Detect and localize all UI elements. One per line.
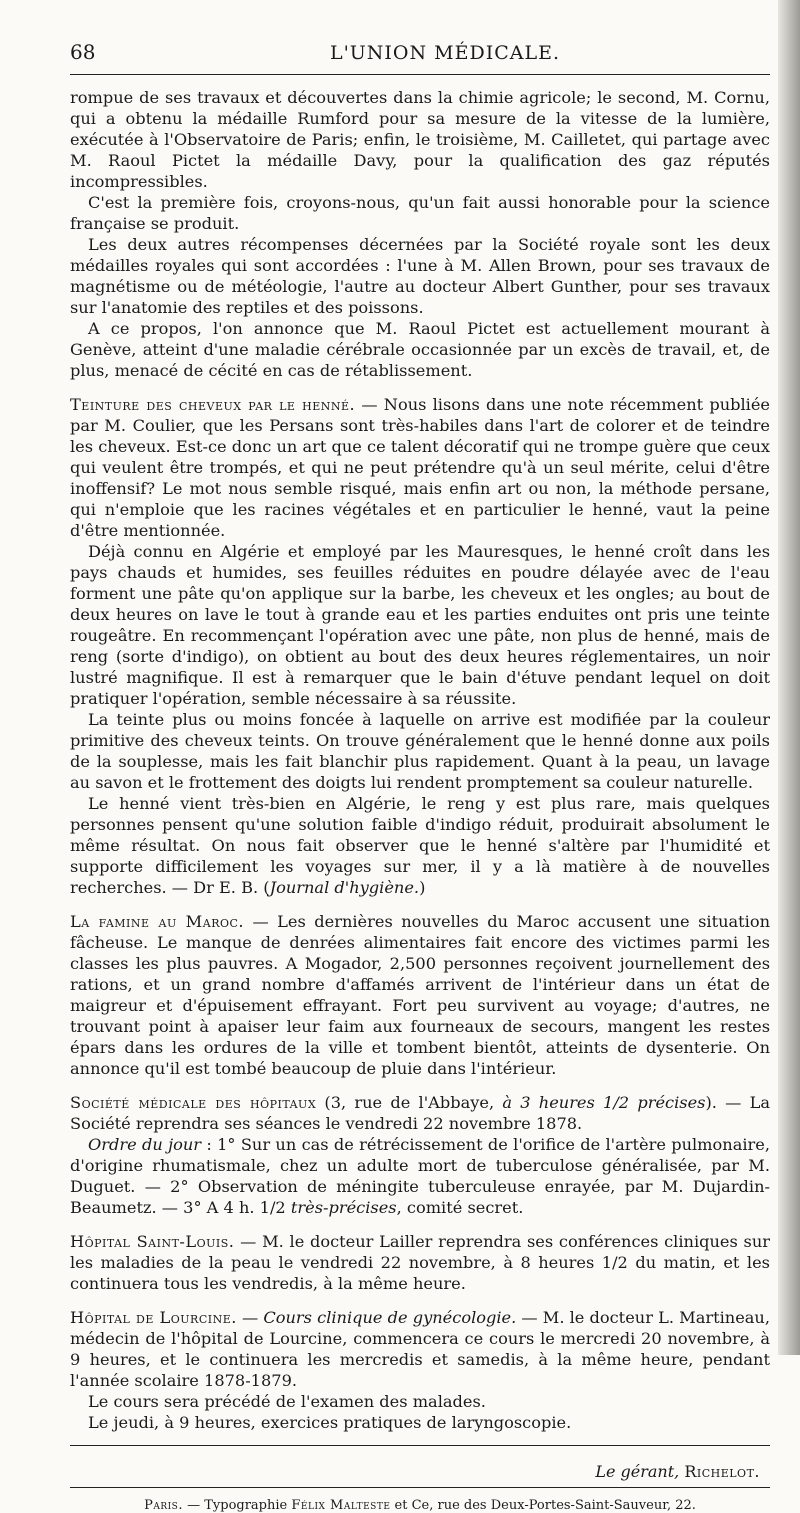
text-span: Le jeudi, à 9 heures, exercices pratiques de laryngoscopie.: [88, 1413, 572, 1432]
article-body: [70, 87, 770, 1433]
imprint-printer: Félix Malteste: [291, 1498, 391, 1513]
paragraph-p4: [70, 318, 770, 381]
text-span: Déjà connu en Algérie et employé par les Mauresques, le henné croît dans les pays chauds et humides, ses feuilles réduites en poudre délayée avec de l'eau forment une pâte qu'on applique sur la barbe, les cheveux et les ongles; au bout de deux heures on lave le tout à grande eau et les parties enduites ont pris une teinte rougeâtre. En recommençant l'opération avec une pâte, non plus de henné, mais de reng (sorte d'indigo), on obtient au bout des deux heures réglementaires, un noir lustré magnifique. Il est à remarquer que le bain d'étuve pendant lequel on doit pratiquer l'opération, semble nécessaire à sa réussite.: [70, 542, 770, 708]
imprint-city: Paris.: [144, 1498, 183, 1513]
text-span: Les deux autres récompenses décernées par la Société royale sont les deux médailles royales qui sont accordées : l'une à M. Allen Brown, pour ses travaux de magnétisme ou de météologie, l'autre au docteur Albert Gunther, pour ses travaux sur l'anatomie des reptiles et des poissons.: [70, 235, 770, 317]
text-span: Cours clinique de gynécologie.: [263, 1308, 517, 1327]
paragraph-p12: [70, 1231, 770, 1294]
paragraph-p10: [70, 1092, 770, 1134]
footer-rule: [70, 1445, 770, 1446]
text-span: (3, rue de l'Abbaye,: [316, 1093, 503, 1112]
gerant-label: Le gérant,: [595, 1462, 680, 1481]
journal-page: [70, 40, 770, 1513]
paragraph-p8: [70, 793, 770, 898]
paragraph-p6: [70, 541, 770, 709]
gerant-signature: [70, 1462, 770, 1481]
paragraph-p9: [70, 911, 770, 1079]
paragraph-gap: [70, 1218, 770, 1231]
text-span: ): [419, 878, 426, 897]
paragraph-p5: [70, 394, 770, 541]
section-heading: La famine au Maroc.: [70, 912, 245, 931]
section-heading: Hôpital de Lourcine.: [70, 1308, 237, 1327]
paragraph-p15: [70, 1412, 770, 1433]
text-span: — M. le docteur L. Martineau, médecin de l'hôpital de Lourcine, commencera ce cours le mercredi 20 novembre, à 9 heures, et le continuera les mercredis et samedis, à la même heure, pendant l'année scolaire 1878-1879.: [70, 1308, 770, 1390]
imprint-rest: et Ce, rue des Deux-Portes-Saint-Sauveur, 22.: [390, 1498, 696, 1513]
text-span: : 1° Sur un cas de rétrécissement de l'orifice de l'artère pulmonaire, d'origine rhumatismale, chez un adulte mort de tuberculose généralisée, par M. Duguet. — 2° Observation de méningite tuberculeuse enrayée, par M. Dujardin-Beaumetz. — 3° A 4 h. 1/2: [70, 1135, 770, 1217]
gerant-rule: [70, 1487, 770, 1488]
printer-imprint: [70, 1498, 770, 1513]
text-span: à 3 heures 1/2 précises: [502, 1093, 706, 1112]
text-span: — Nous lisons dans une note récemment publiée par M. Coulier, que les Persans sont très-habiles dans l'art de colorer et de teindre les cheveux. Est-ce donc un art que ce talent décoratif qui ne trompe guère que ceux qui veulent être trompés, et qui ne peut prétendre qu'à un seul mérite, celui d'être inoffensif? Le mot nous semble risqué, mais enfin art ou non, la méthode persane, qui n'emploie que les racines végétales et en particulier le henné, vaut la peine d'être mentionnée.: [70, 395, 771, 540]
text-span: Le henné vient très-bien en Algérie, le reng y est plus rare, mais quelques personnes pensent qu'une solution faible d'indigo réduit, produirait absolument le même résultat. On nous fait observer que le henné s'altère par l'humidité et supporte difficilement les voyages sur mer, il y a là matière à de nouvelles recherches. — Dr E. B. (: [70, 794, 770, 897]
text-span: très-précises: [290, 1198, 397, 1217]
section-heading: Teinture des cheveux par le henné.: [70, 395, 356, 414]
paragraph-p1: [70, 87, 770, 192]
paragraph-p11: [70, 1134, 770, 1218]
running-title: L'UNION MÉDICALE.: [329, 42, 561, 64]
paragraph-gap: [70, 898, 770, 911]
section-heading: Société médicale des hôpitaux: [70, 1093, 317, 1112]
text-span: A ce propos, l'on annonce que M. Raoul Pictet est actuellement mourant à Genève, atteint d'une maladie cérébrale occasionnée par un excès de travail, et, de plus, menacé de cécité en cas de rétablissement.: [70, 319, 770, 380]
paragraph-p13: [70, 1307, 770, 1391]
imprint-text: — Typographie: [182, 1498, 292, 1513]
text-span: ). — La Société reprendra ses séances le vendredi 22 novembre 1878.: [70, 1093, 770, 1133]
text-span: C'est la première fois, croyons-nous, qu'un fait aussi honorable pour la science française se produit.: [70, 193, 770, 233]
page-gutter-shadow: [778, 0, 800, 1355]
text-span: Le cours sera précédé de l'examen des malades.: [88, 1392, 486, 1411]
section-heading: Hôpital Saint-Louis.: [70, 1232, 235, 1251]
paragraph-gap: [70, 1079, 770, 1092]
text-span: Ordre du jour: [88, 1135, 202, 1154]
text-span: — M. le docteur Lailler reprendra ses conférences cliniques sur les maladies de la peau le vendredi 22 novembre, à 8 heures 1/2 du matin, et les continuera tous les vendredis, à la même heure.: [70, 1232, 770, 1293]
text-span: Journal d'hygiène.: [269, 878, 420, 897]
paragraph-p3: [70, 234, 770, 318]
page-number: 68: [70, 40, 96, 64]
paragraph-p7: [70, 709, 770, 793]
paragraph-p14: [70, 1391, 770, 1412]
gerant-name: Richelot.: [684, 1462, 760, 1481]
text-span: La teinte plus ou moins foncée à laquelle on arrive est modifiée par la couleur primitive des cheveux teints. On trouve généralement que le henné donne aux poils de la souplesse, mais les fait blanchir plus rapidement. Quant à la peau, un lavage au savon et le frottement des doigts lui rendent promptement sa couleur naturelle.: [70, 710, 770, 792]
text-span: — Les dernières nouvelles du Maroc accusent une situation fâcheuse. Le manque de denrées alimentaires fait encore des victimes parmi les classes les plus pauvres. A Mogador, 2,500 personnes reçoivent journellement des rations, et un grand nombre d'affamés arrivent de l'intérieur dans un état de maigreur et d'épuisement effrayant. Fort peu survivent au voyage; d'autres, ne trouvant point à apaiser leur faim aux fourneaux de secours, mangent les restes épars dans les ordures de la ville et tombent bientôt, atteints de dysenterie. On annonce qu'il est tombé beaucoup de pluie dans l'intérieur.: [70, 912, 771, 1078]
paragraph-gap: [70, 381, 770, 394]
paragraph-p2: [70, 192, 770, 234]
text-span: rompue de ses travaux et découvertes dans la chimie agricole; le second, M. Cornu, qui a obtenu la médaille Rumford pour sa mesure de la vitesse de la lumière, exécutée à l'Observatoire de Paris; enfin, le troisième, M. Cailletet, qui partage avec M. Raoul Pictet la médaille Davy, pour la qualification des gaz réputés incompressibles.: [70, 88, 770, 191]
paragraph-gap: [70, 1294, 770, 1307]
page-header: [70, 40, 770, 75]
text-span: —: [236, 1308, 264, 1327]
text-span: , comité secret.: [396, 1198, 524, 1217]
